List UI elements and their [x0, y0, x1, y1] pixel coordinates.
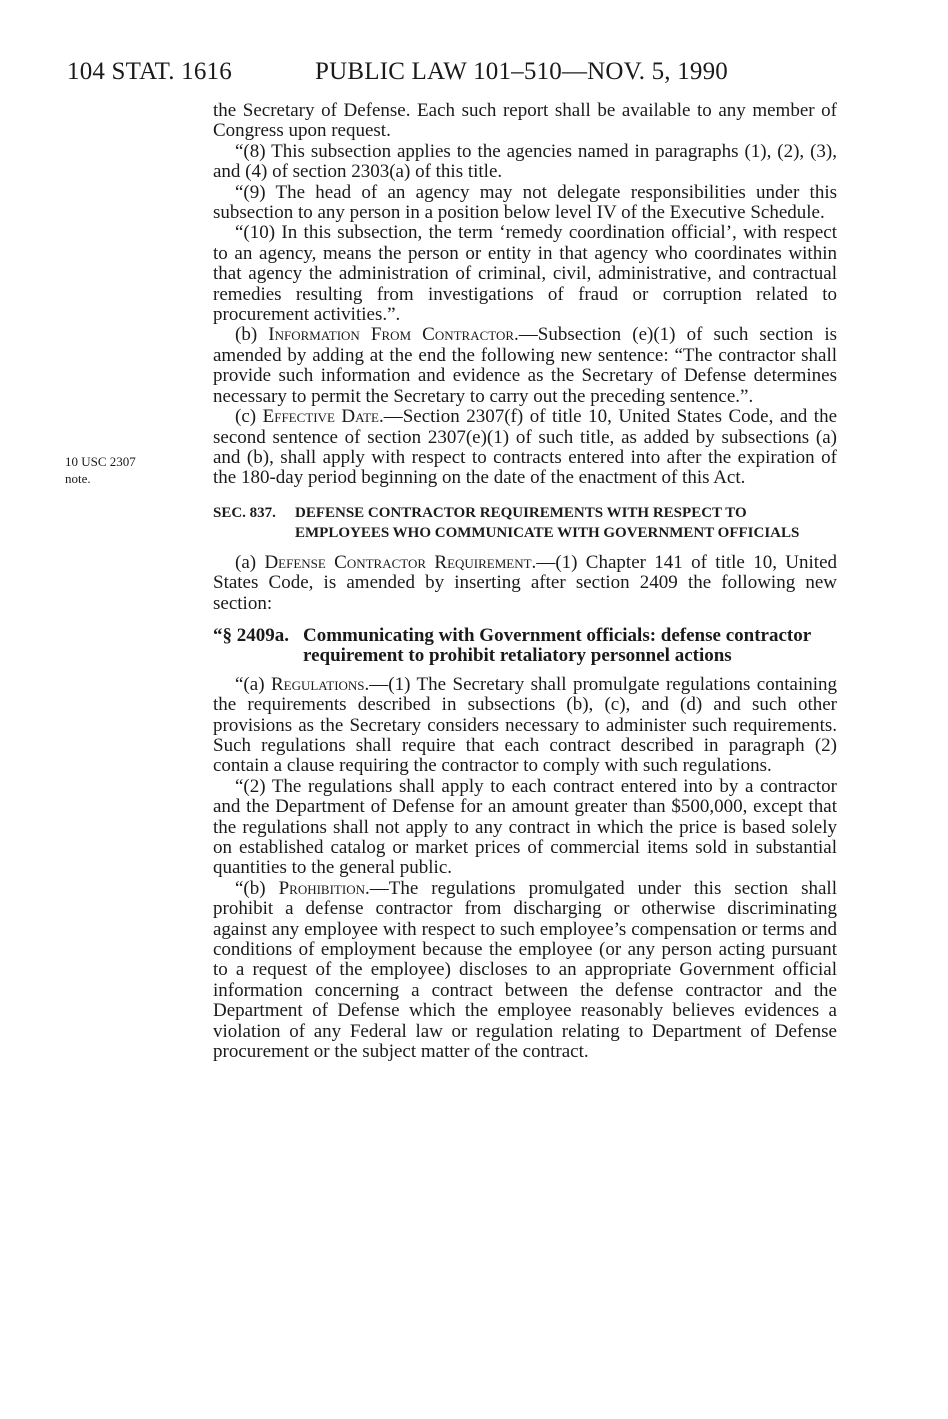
paragraph-text: —Subsection (e)(1) of such section is amended by adding at the end the following new sentence: “The contractor shall provide such information and evidence as the Secretary of Defense determines necessary to permit the Secretary to carry out the preceding sentence.”.	[213, 324, 837, 407]
section-2409a-heading	[213, 626, 837, 667]
paragraph-label: “(a)	[235, 673, 271, 695]
statute-page-number: 104 STAT. 1616	[67, 58, 232, 85]
section-2409a-title: Communicating with Government officials: defense contractor requirement to prohibit retaliatory personnel actions	[303, 624, 811, 667]
paragraph	[213, 675, 837, 777]
paragraph: “(2) The regulations shall apply to each contract entered into by a contractor and the Department of Defense for an amount greater than $500,000, except that the regulations shall not apply to any contract in which the price is based solely on established catalog or market prices of commercial items sold in substantial quantities to the general public.	[213, 775, 837, 879]
margin-note-line: 10 USC 2307	[65, 454, 136, 469]
paragraph-text: —Section 2307(f) of title 10, United States Code, and the second sentence of section 2307(e)(1) of such title, as added by subsections (a) and (b), shall apply with respect to contracts entered into after the expiration of the 180-day period beginning on the date of the enactment of this Act.	[213, 406, 838, 489]
paragraph-heading: Effective Date.	[262, 406, 384, 428]
body-text	[213, 101, 837, 1062]
paragraph	[213, 407, 837, 489]
section-number: SEC. 837.	[213, 504, 276, 521]
paragraph-label: (c)	[235, 406, 263, 428]
paragraph	[213, 325, 837, 407]
paragraph: the Secretary of Defense. Each such report shall be available to any member of Congress upon request.	[213, 100, 837, 142]
public-law-citation: PUBLIC LAW 101–510—NOV. 5, 1990	[315, 58, 729, 85]
paragraph-label: (b)	[235, 324, 269, 346]
paragraph-heading: Defense Contractor Requirement.	[264, 551, 537, 573]
margin-note	[65, 453, 195, 487]
section-symbol: “§ 2409a.	[213, 624, 289, 646]
paragraph-text: —(1) Chapter 141 of title 10, United States Code, is amended by inserting after section 2409 the following new section:	[213, 551, 838, 614]
paragraph: “(10) In this subsection, the term ‘remedy coordination official’, with respect to an agency, means the person or entity in that agency who coordinates within that agency the administration of criminal, civil, administrative, and contractual remedies resulting from investigations of fraud or corruption related to procurement activities.”.	[213, 222, 837, 326]
paragraph-text: —The regulations promulgated under this section shall prohibit a defense contractor from discharging or otherwise discriminating against any employee with respect to such employee’s compensation or terms and conditions of employment because the employee (or any person acting pursuant to a request of the employee) discloses to an appropriate Government official information concerning a contract between the defense contractor and the Department of Defense which the employee reasonably believes evidences a violation of any Federal law or regulation relating to Department of Defense procurement or the subject matter of the contract.	[213, 877, 837, 1063]
paragraph	[213, 553, 837, 614]
section-heading	[213, 503, 837, 543]
paragraph-heading: Prohibition.	[278, 877, 370, 899]
paragraph: “(9) The head of an agency may not delegate responsibilities under this subsection to any person in a position below level IV of the Executive Schedule.	[213, 181, 837, 224]
paragraph	[213, 879, 837, 1063]
paragraph-label: (a)	[235, 551, 265, 573]
paragraph: “(8) This subsection applies to the agencies named in paragraphs (1), (2), (3), and (4) of section 2303(a) of this title.	[213, 140, 837, 183]
section-title: DEFENSE CONTRACTOR REQUIREMENTS WITH RESPECT TO EMPLOYEES WHO COMMUNICATE WITH GOVERNMENT OFFICIALS	[295, 504, 800, 541]
paragraph-label: “(b)	[235, 877, 279, 899]
margin-note-line: note.	[65, 471, 91, 486]
paragraph-text: —(1) The Secretary shall promulgate regulations containing the requirements described in subsections (b), (c), and (d) and such other provisions as the Secretary considers necessary to administer such requirements. Such regulations shall require that each contract described in paragraph (2) contain a clause requiring the contractor to comply with such regulations.	[213, 673, 838, 777]
paragraph-heading: Regulations.	[270, 673, 370, 695]
paragraph-heading: Information From Contractor.	[268, 324, 519, 346]
